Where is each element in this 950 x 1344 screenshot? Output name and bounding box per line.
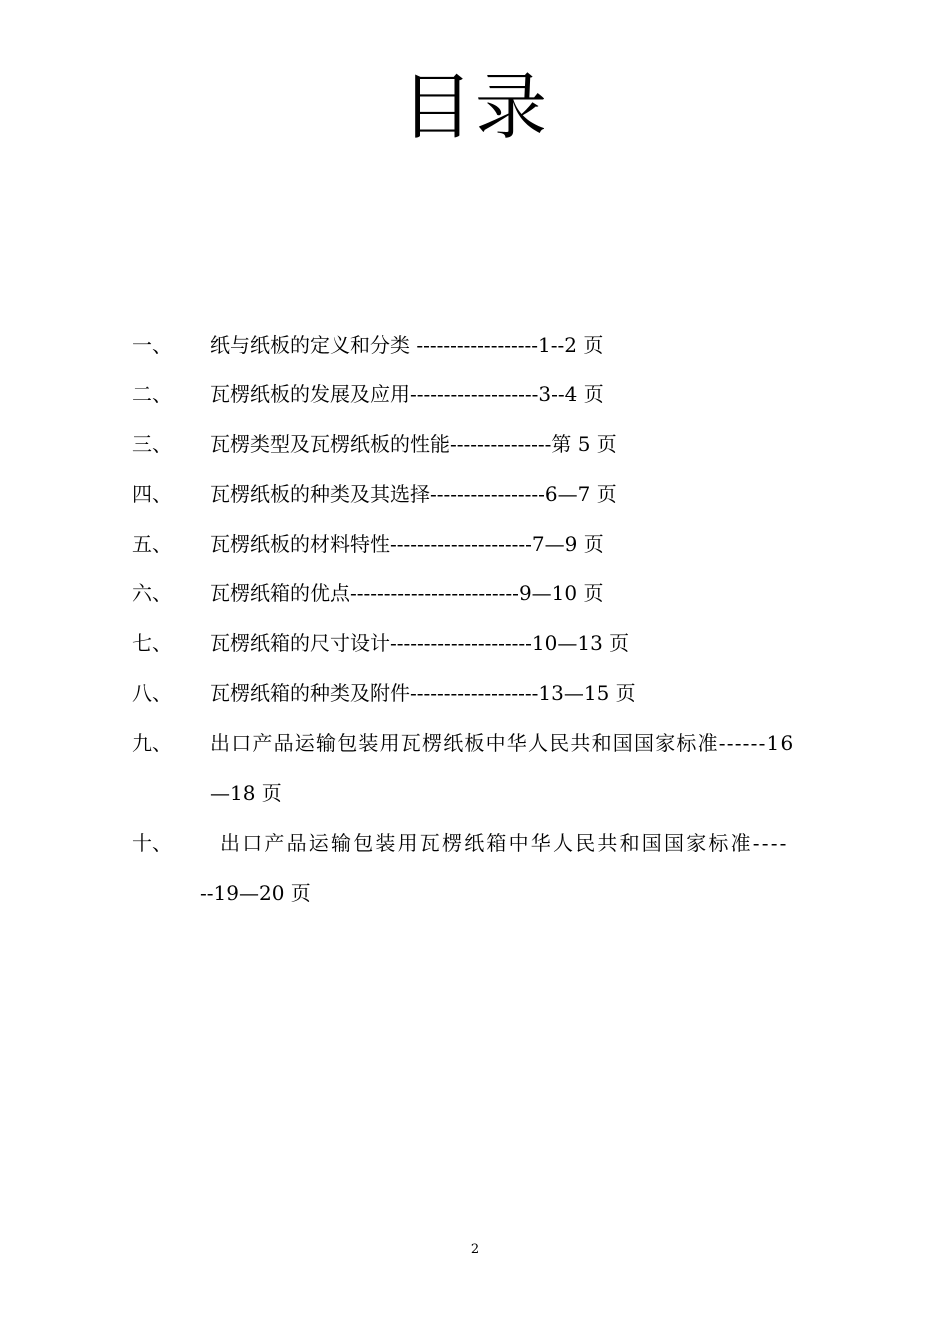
toc-entry[interactable] [0, 330, 950, 360]
toc-entry-text: 出口产品运输包装用瓦楞纸箱中华人民共和国国家标准---- [220, 831, 789, 855]
toc-entry-continuation-text: --19—20 页 [200, 881, 311, 905]
toc-entry[interactable] [0, 728, 950, 758]
toc-title: 目录 [400, 65, 549, 149]
toc-entry-text: 瓦楞纸箱的种类及附件-------------------13—15 页 [210, 681, 636, 705]
toc-entry[interactable] [0, 479, 950, 509]
toc-entry-text: 瓦楞纸板的种类及其选择-----------------6—7 页 [210, 482, 617, 506]
toc-entry-continuation[interactable] [0, 778, 950, 808]
toc-entry-number: 六、 [132, 581, 172, 605]
toc-entry-number: 三、 [132, 432, 172, 456]
toc-entry[interactable] [0, 828, 950, 858]
toc-entry-continuation[interactable] [0, 878, 950, 908]
toc-entry[interactable] [0, 429, 950, 459]
toc-entry-text: 纸与纸板的定义和分类 ------------------1--2 页 [210, 333, 604, 357]
toc-entry-number: 七、 [132, 631, 172, 655]
toc-entry-text: 瓦楞类型及瓦楞纸板的性能---------------第 5 页 [210, 432, 617, 456]
toc-entry-number: 九、 [132, 731, 172, 755]
toc-entry-number: 一、 [132, 333, 172, 357]
toc-entry-text: 出口产品运输包装用瓦楞纸板中华人民共和国国家标准------16 [210, 731, 795, 755]
toc-entry-text: 瓦楞纸箱的尺寸设计---------------------10—13 页 [210, 631, 630, 655]
toc-entry-number: 十、 [132, 831, 172, 855]
toc-entry-number: 五、 [132, 532, 172, 556]
toc-entry[interactable] [0, 529, 950, 559]
toc-entry[interactable] [0, 578, 950, 608]
toc-entry-number: 四、 [132, 482, 172, 506]
toc-entry-number: 八、 [132, 681, 172, 705]
toc-entry-number: 二、 [132, 382, 172, 406]
toc-entry-continuation-text: —18 页 [210, 781, 282, 805]
toc-entry[interactable] [0, 628, 950, 658]
page-number: 2 [470, 1242, 480, 1257]
toc-entry[interactable] [0, 379, 950, 409]
toc-entry[interactable] [0, 678, 950, 708]
toc-entry-text: 瓦楞纸箱的优点-------------------------9—10 页 [210, 581, 604, 605]
toc-entry-text: 瓦楞纸板的发展及应用-------------------3--4 页 [210, 382, 604, 406]
toc-entry-text: 瓦楞纸板的材料特性---------------------7—9 页 [210, 532, 604, 556]
